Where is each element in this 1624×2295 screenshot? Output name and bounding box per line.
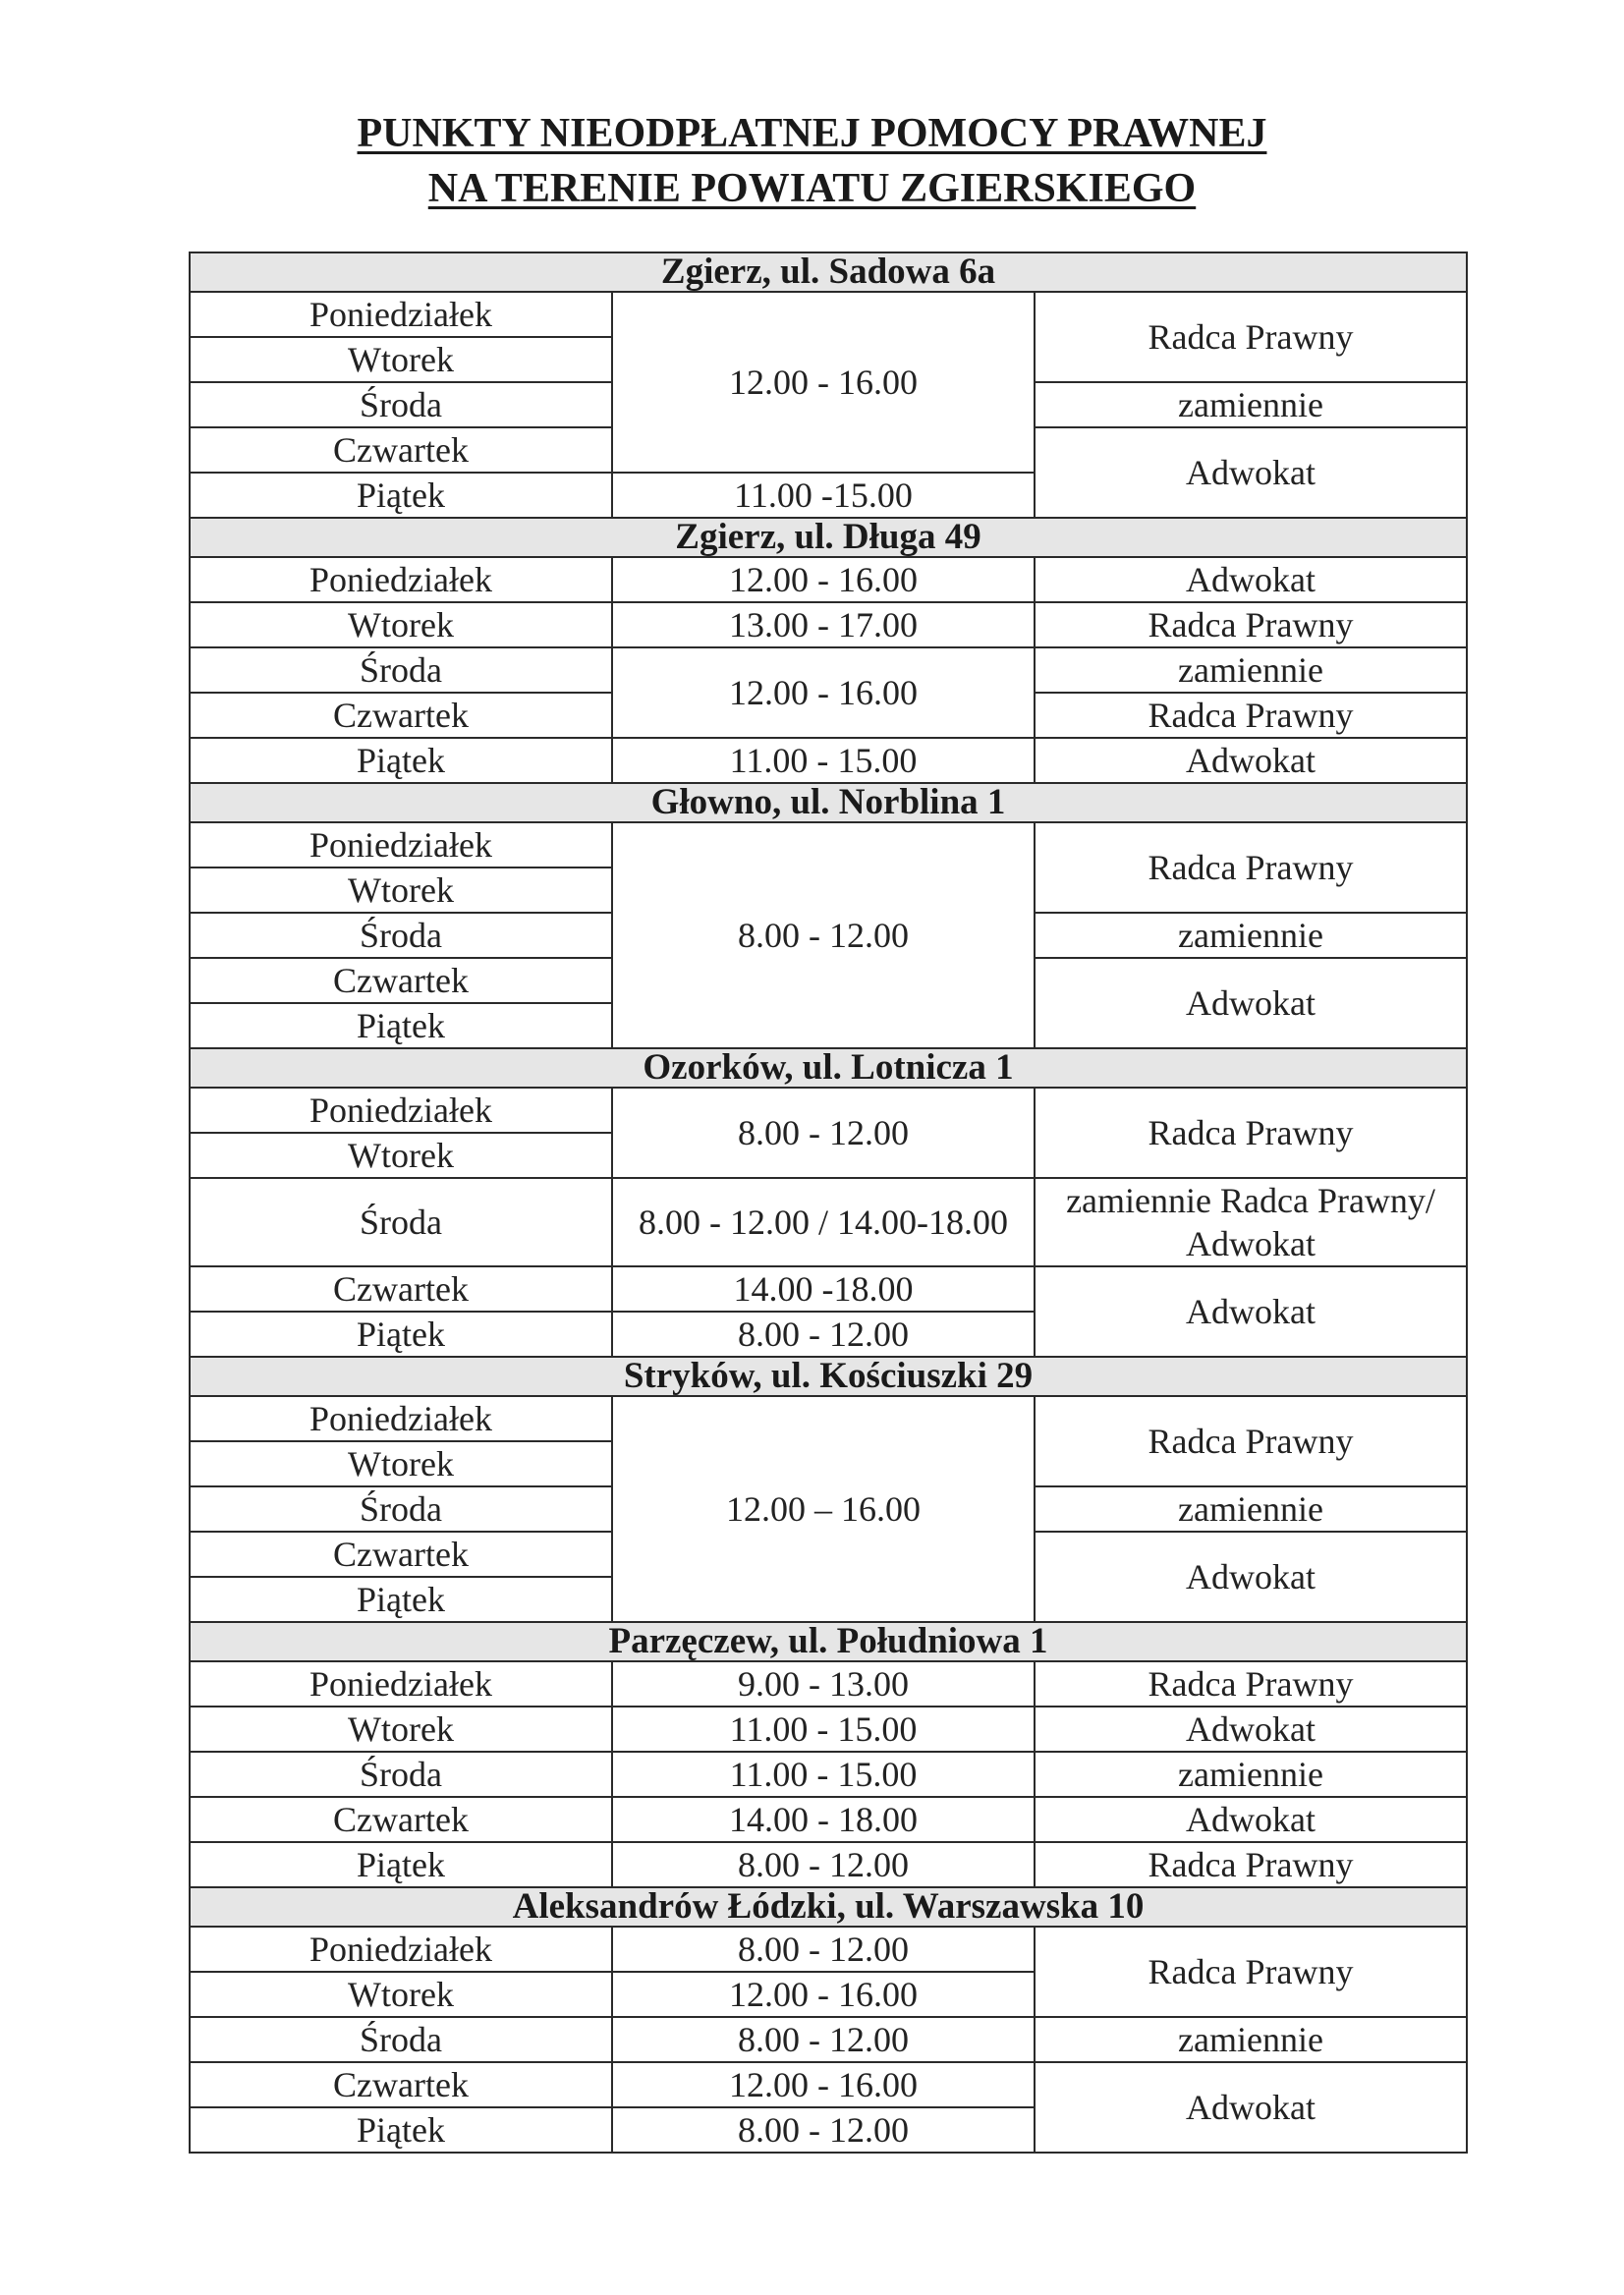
day-cell: Poniedziałek: [190, 292, 612, 337]
hours-cell: 8.00 - 12.00 / 14.00-18.00: [612, 1178, 1035, 1266]
day-cell: Piątek: [190, 1312, 612, 1357]
table-row: [190, 1396, 1467, 1441]
day-cell: Środa: [190, 1178, 612, 1266]
day-cell: Wtorek: [190, 602, 612, 647]
location-header-row: [190, 1622, 1467, 1661]
lawyer-type-cell: Radca Prawny: [1035, 1088, 1467, 1178]
title-line-2: NA TERENIE POWIATU ZGIERSKIEGO: [427, 166, 1197, 211]
lawyer-type-cell: zamiennie: [1035, 1486, 1467, 1532]
table-row: [190, 2017, 1467, 2062]
day-cell: Środa: [190, 1486, 612, 1532]
hours-cell: 8.00 - 12.00: [612, 1088, 1035, 1178]
table-row: [190, 2062, 1467, 2107]
day-cell: Poniedziałek: [190, 1088, 612, 1133]
day-cell: Poniedziałek: [190, 557, 612, 602]
table-row: [190, 647, 1467, 693]
hours-cell: 8.00 - 12.00: [612, 2107, 1035, 2153]
lawyer-type-cell: Adwokat: [1035, 1707, 1467, 1752]
table-row: [190, 1927, 1467, 1972]
day-cell: Piątek: [190, 1003, 612, 1048]
hours-cell: 12.00 - 16.00: [612, 557, 1035, 602]
lawyer-type-cell: Adwokat: [1035, 1532, 1467, 1622]
hours-cell: 8.00 - 12.00: [612, 1842, 1035, 1887]
hours-cell: 8.00 - 12.00: [612, 1927, 1035, 1972]
hours-cell: 11.00 - 15.00: [612, 1752, 1035, 1797]
day-cell: Środa: [190, 1752, 612, 1797]
lawyer-type-cell: Radca Prawny: [1035, 822, 1467, 913]
table-row: [190, 1842, 1467, 1887]
lawyer-type-cell: Radca Prawny: [1035, 292, 1467, 382]
lawyer-type-cell: zamiennie: [1035, 1752, 1467, 1797]
table-row: [190, 1088, 1467, 1133]
hours-cell: 8.00 - 12.00: [612, 822, 1035, 1048]
location-header-row: [190, 1357, 1467, 1396]
day-cell: Poniedziałek: [190, 822, 612, 868]
table-row: [190, 1661, 1467, 1707]
table-row: [190, 557, 1467, 602]
lawyer-type-cell: zamiennie: [1035, 382, 1467, 427]
lawyer-type-cell: Adwokat: [1035, 958, 1467, 1048]
hours-cell: 12.00 - 16.00: [612, 2062, 1035, 2107]
day-cell: Wtorek: [190, 1707, 612, 1752]
lawyer-type-cell: Radca Prawny: [1035, 1396, 1467, 1486]
lawyer-type-cell: Adwokat: [1035, 427, 1467, 518]
day-cell: Wtorek: [190, 868, 612, 913]
hours-cell: 14.00 - 18.00: [612, 1797, 1035, 1842]
lawyer-type-cell: Adwokat: [1035, 1797, 1467, 1842]
hours-cell: 11.00 -15.00: [612, 473, 1035, 518]
hours-cell: 8.00 - 12.00: [612, 2017, 1035, 2062]
lawyer-type-cell: Radca Prawny: [1035, 1842, 1467, 1887]
lawyer-type-cell: zamiennie: [1035, 647, 1467, 693]
document-title: [0, 106, 1624, 216]
lawyer-type-cell: Radca Prawny: [1035, 1927, 1467, 2017]
day-cell: Czwartek: [190, 1532, 612, 1577]
lawyer-type-cell: Adwokat: [1035, 557, 1467, 602]
day-cell: Poniedziałek: [190, 1927, 612, 1972]
table-row: [190, 292, 1467, 337]
location-header: Stryków, ul. Kościuszki 29: [190, 1357, 1467, 1396]
schedule-table: [189, 252, 1468, 2154]
lawyer-type-cell: zamiennie Radca Prawny/ Adwokat: [1035, 1178, 1467, 1266]
day-cell: Poniedziałek: [190, 1661, 612, 1707]
day-cell: Środa: [190, 913, 612, 958]
day-cell: Wtorek: [190, 1972, 612, 2017]
lawyer-type-cell: Radca Prawny: [1035, 693, 1467, 738]
hours-cell: 11.00 - 15.00: [612, 738, 1035, 783]
hours-cell: 14.00 -18.00: [612, 1266, 1035, 1312]
day-cell: Środa: [190, 382, 612, 427]
table-row: [190, 1797, 1467, 1842]
day-cell: Czwartek: [190, 2062, 612, 2107]
lawyer-type-cell: zamiennie: [1035, 913, 1467, 958]
table-row: [190, 1707, 1467, 1752]
day-cell: Wtorek: [190, 337, 612, 382]
location-header: Zgierz, ul. Długa 49: [190, 518, 1467, 557]
day-cell: Czwartek: [190, 958, 612, 1003]
day-cell: Piątek: [190, 473, 612, 518]
day-cell: Wtorek: [190, 1441, 612, 1486]
table-row: [190, 738, 1467, 783]
lawyer-type-cell: Radca Prawny: [1035, 1661, 1467, 1707]
day-cell: Czwartek: [190, 427, 612, 473]
hours-cell: 11.00 - 15.00: [612, 1707, 1035, 1752]
table-row: [190, 602, 1467, 647]
location-header-row: [190, 518, 1467, 557]
hours-cell: 12.00 - 16.00: [612, 292, 1035, 473]
title-line-1: PUNKTY NIEODPŁATNEJ POMOCY PRAWNEJ: [357, 111, 1267, 156]
day-cell: Poniedziałek: [190, 1396, 612, 1441]
hours-cell: 9.00 - 13.00: [612, 1661, 1035, 1707]
day-cell: Piątek: [190, 738, 612, 783]
day-cell: Piątek: [190, 1577, 612, 1622]
location-header: Aleksandrów Łódzki, ul. Warszawska 10: [190, 1887, 1467, 1927]
hours-cell: 12.00 - 16.00: [612, 647, 1035, 738]
location-header-row: [190, 1048, 1467, 1088]
location-header: Głowno, ul. Norblina 1: [190, 783, 1467, 822]
location-header-row: [190, 783, 1467, 822]
table-row: [190, 1266, 1467, 1312]
location-header: Ozorków, ul. Lotnicza 1: [190, 1048, 1467, 1088]
table-row: [190, 1178, 1467, 1266]
day-cell: Środa: [190, 647, 612, 693]
day-cell: Piątek: [190, 2107, 612, 2153]
hours-cell: 12.00 – 16.00: [612, 1396, 1035, 1622]
location-header-row: [190, 252, 1467, 292]
table-row: [190, 1752, 1467, 1797]
lawyer-type-cell: Radca Prawny: [1035, 602, 1467, 647]
lawyer-type-cell: Adwokat: [1035, 2062, 1467, 2153]
location-header-row: [190, 1887, 1467, 1927]
day-cell: Czwartek: [190, 1266, 612, 1312]
lawyer-type-cell: Adwokat: [1035, 738, 1467, 783]
hours-cell: 13.00 - 17.00: [612, 602, 1035, 647]
day-cell: Czwartek: [190, 1797, 612, 1842]
hours-cell: 12.00 - 16.00: [612, 1972, 1035, 2017]
lawyer-type-cell: zamiennie: [1035, 2017, 1467, 2062]
location-header: Zgierz, ul. Sadowa 6a: [190, 252, 1467, 292]
day-cell: Czwartek: [190, 693, 612, 738]
day-cell: Środa: [190, 2017, 612, 2062]
table-row: [190, 822, 1467, 868]
hours-cell: 8.00 - 12.00: [612, 1312, 1035, 1357]
location-header: Parzęczew, ul. Południowa 1: [190, 1622, 1467, 1661]
day-cell: Piątek: [190, 1842, 612, 1887]
day-cell: Wtorek: [190, 1133, 612, 1178]
lawyer-type-cell: Adwokat: [1035, 1266, 1467, 1357]
